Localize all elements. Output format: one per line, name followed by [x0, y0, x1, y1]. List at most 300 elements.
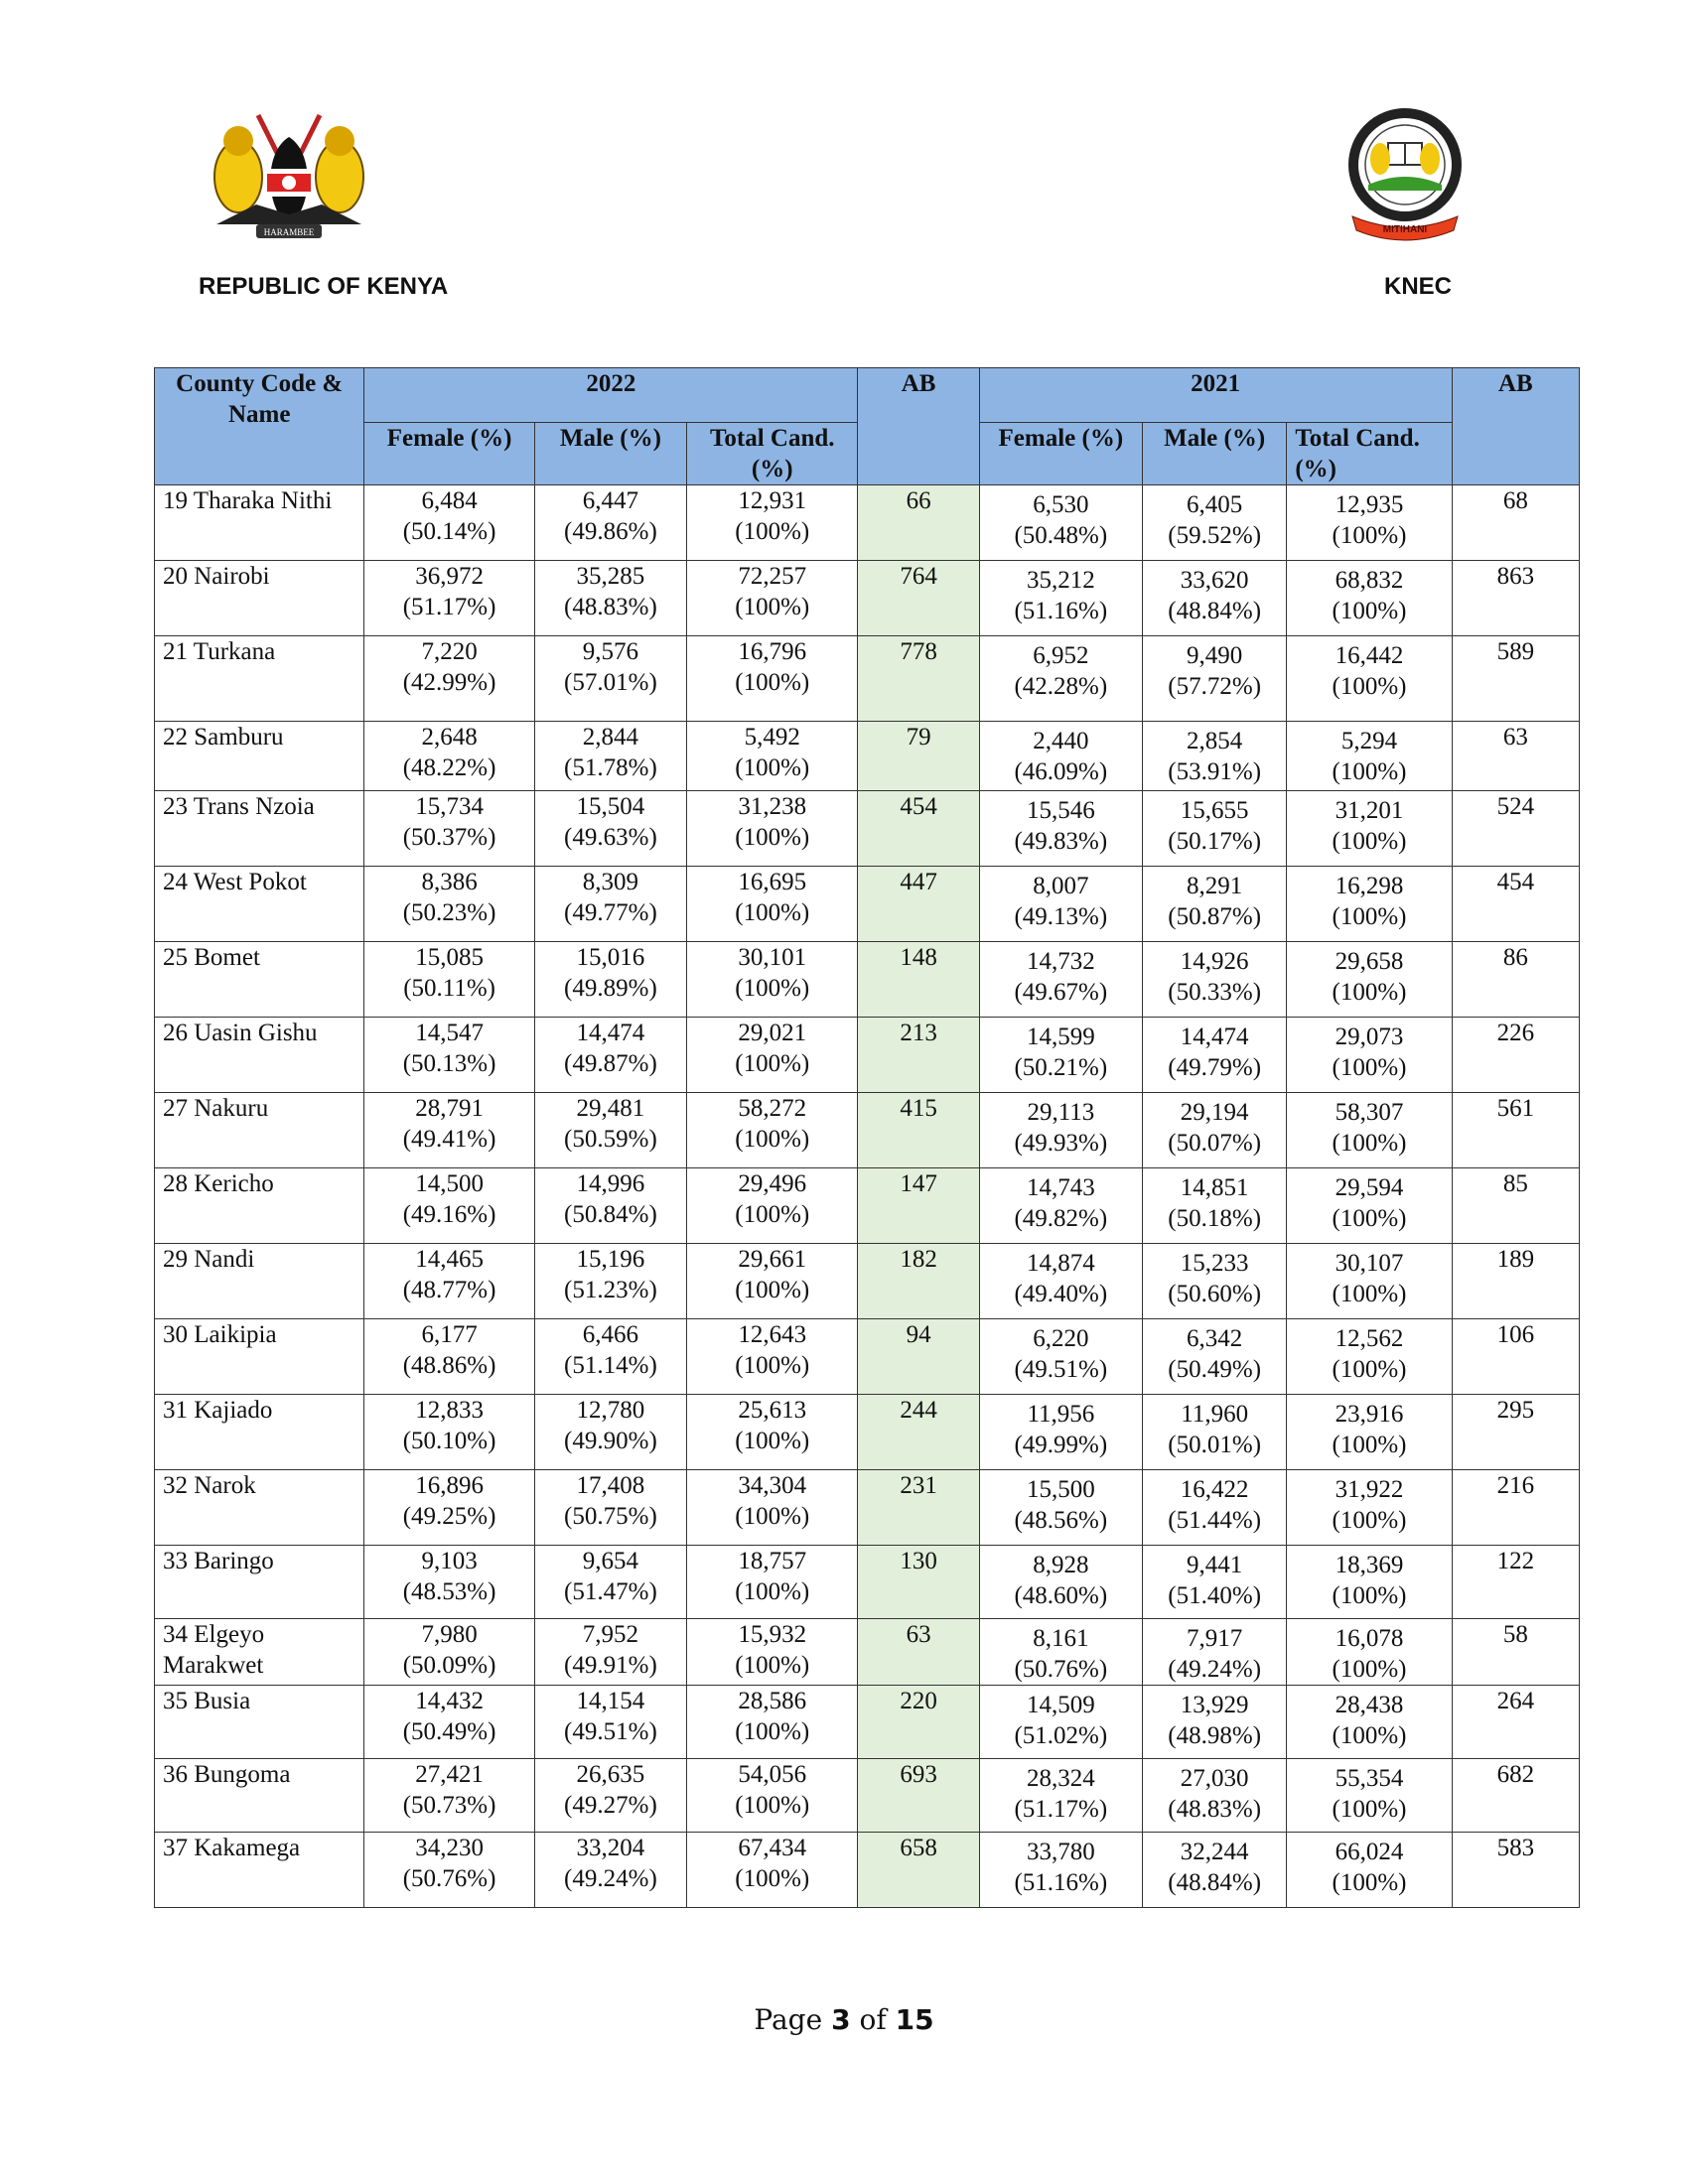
count-value: 17,408 [576, 1472, 645, 1499]
count-value: 7,220 [421, 638, 478, 665]
count-value: 28,324 [1026, 1765, 1095, 1792]
percent-value: (46.09%) [1014, 758, 1108, 785]
ab-2022-cell [858, 1395, 979, 1470]
count-value: 29,496 [738, 1170, 807, 1197]
count-value: 13,929 [1180, 1692, 1249, 1718]
ab-2022-cell [858, 561, 979, 636]
ab-2022-cell [858, 867, 979, 942]
ab-2022-cell [858, 791, 979, 867]
county-name-cell: 34 Elgeyo Marakwet [155, 1619, 364, 1686]
count-value: 6,952 [1033, 642, 1089, 669]
count-value: 33,204 [576, 1835, 645, 1861]
count-value: 5,294 [1340, 728, 1398, 754]
percent-value: (50.21%) [1014, 1054, 1108, 1081]
count-value: 29,113 [1027, 1099, 1095, 1126]
count-value: 29,194 [1180, 1099, 1249, 1126]
ab-2021-cell [1452, 1168, 1579, 1244]
count-value: 189 [1496, 1246, 1535, 1273]
percent-value: (48.77%) [402, 1277, 496, 1303]
ab-2022-cell [858, 722, 979, 791]
percent-value: (100%) [735, 1718, 810, 1745]
count-value: 182 [900, 1246, 937, 1273]
count-value: 589 [1496, 638, 1535, 665]
total-2022-cell [687, 1168, 858, 1244]
ab-2022-cell [858, 942, 979, 1018]
count-value: 244 [900, 1397, 937, 1424]
ab-2022-cell [858, 1546, 979, 1619]
kenya-coat-of-arms-logo [197, 107, 381, 246]
count-value: 16,078 [1335, 1625, 1404, 1652]
count-value: 58 [1502, 1621, 1528, 1648]
count-value: 295 [1496, 1397, 1535, 1424]
count-value: 31,201 [1335, 797, 1404, 824]
percent-value: (100%) [735, 1578, 810, 1605]
count-value: 26,635 [576, 1761, 645, 1788]
percent-value: (51.78%) [564, 754, 657, 781]
count-value: 68 [1502, 487, 1528, 514]
county-name-cell: 36 Bungoma [155, 1759, 364, 1833]
percent-value: (50.49%) [1168, 1356, 1262, 1383]
count-value: 16,695 [738, 869, 807, 895]
count-value: 29,073 [1335, 1024, 1404, 1050]
count-value: 16,896 [415, 1472, 484, 1499]
percent-value: (59.52%) [1168, 522, 1262, 549]
percent-value: (50.76%) [402, 1865, 496, 1892]
ab-2022-header: AB [858, 368, 979, 485]
male-2021-cell [1143, 636, 1287, 722]
count-value: 85 [1502, 1170, 1528, 1197]
county-name-cell: 27 Nakuru [155, 1093, 364, 1168]
county-name-cell: 19 Tharaka Nithi [155, 485, 364, 561]
count-value: 8,928 [1033, 1552, 1089, 1578]
count-value: 8,007 [1033, 873, 1089, 899]
county-name-cell: 33 Baringo [155, 1546, 364, 1619]
percent-value: (100%) [1332, 1869, 1407, 1896]
percent-value: (57.72%) [1168, 673, 1262, 700]
male-2021-cell [1143, 1686, 1287, 1759]
count-value: 86 [1502, 944, 1528, 971]
total-2021-cell [1287, 1018, 1452, 1093]
percent-value: (49.86%) [564, 518, 657, 545]
female-2021-header: Female (%) [979, 423, 1142, 485]
count-value: 6,484 [421, 487, 478, 514]
percent-value: (49.79%) [1168, 1054, 1262, 1081]
percent-value: (49.41%) [402, 1126, 496, 1153]
count-value: 5,492 [744, 724, 800, 751]
male-2021-cell [1143, 942, 1287, 1018]
percent-value: (51.16%) [1014, 1869, 1108, 1896]
ab-2021-header: AB [1452, 368, 1579, 485]
male-2021-cell [1143, 1093, 1287, 1168]
county-name-cell: 30 Laikipia [155, 1319, 364, 1395]
ab-2021-cell [1452, 1686, 1579, 1759]
count-value: 30,107 [1335, 1250, 1404, 1277]
count-value: 67,434 [738, 1835, 807, 1861]
percent-value: (100%) [1332, 1656, 1407, 1683]
female-2022-cell [364, 485, 534, 561]
count-value: 415 [900, 1095, 937, 1122]
male-2022-cell [534, 791, 686, 867]
percent-value: (100%) [735, 1503, 810, 1530]
count-value: 6,177 [421, 1321, 478, 1348]
female-2021-cell [979, 1093, 1142, 1168]
female-2022-cell [364, 1395, 534, 1470]
percent-value: (100%) [735, 518, 810, 545]
ab-2021-cell [1452, 1093, 1579, 1168]
count-value: 63 [1502, 724, 1528, 751]
count-value: 16,796 [738, 638, 807, 665]
total-2021-cell [1287, 1395, 1452, 1470]
county-name-cell: 22 Samburu [155, 722, 364, 791]
female-2021-cell [979, 1244, 1142, 1319]
total-2022-cell [687, 722, 858, 791]
percent-value: (49.24%) [564, 1865, 657, 1892]
female-2021-cell [979, 867, 1142, 942]
count-value: 94 [906, 1321, 931, 1348]
male-2022-cell [534, 1546, 686, 1619]
count-value: 15,196 [576, 1246, 645, 1273]
ab-2021-cell [1452, 867, 1579, 942]
percent-value: (49.93%) [1014, 1130, 1108, 1157]
percent-value: (49.89%) [564, 975, 657, 1002]
percent-value: (50.17%) [1168, 828, 1262, 855]
percent-value: (50.73%) [402, 1792, 496, 1819]
ab-2022-cell [858, 1759, 979, 1833]
count-value: 2,648 [421, 724, 478, 751]
male-2022-cell [534, 867, 686, 942]
count-value: 12,562 [1335, 1325, 1404, 1352]
percent-value: (50.49%) [402, 1718, 496, 1745]
count-value: 14,547 [415, 1020, 484, 1046]
count-value: 14,500 [415, 1170, 484, 1197]
ab-2021-cell [1452, 1244, 1579, 1319]
count-value: 63 [906, 1621, 931, 1648]
male-2021-cell [1143, 1619, 1287, 1686]
female-2022-cell [364, 1319, 534, 1395]
count-value: 2,844 [582, 724, 639, 751]
county-name-cell: 21 Turkana [155, 636, 364, 722]
ab-2022-cell [858, 1319, 979, 1395]
table-row [155, 1833, 1580, 1908]
count-value: 15,546 [1026, 797, 1095, 824]
female-2021-cell [979, 636, 1142, 722]
percent-value: (100%) [1332, 1796, 1407, 1823]
count-value: 6,466 [582, 1321, 639, 1348]
percent-value: (100%) [735, 975, 810, 1002]
count-value: 11,960 [1181, 1401, 1249, 1428]
percent-value: (51.02%) [1014, 1722, 1108, 1749]
total-2021-cell [1287, 636, 1452, 722]
count-value: 14,432 [415, 1688, 484, 1714]
count-value: 583 [1496, 1835, 1535, 1861]
table-row [155, 722, 1580, 791]
percent-value: (51.14%) [564, 1352, 657, 1379]
male-2022-cell [534, 1018, 686, 1093]
total-2021-cell [1287, 1319, 1452, 1395]
male-2021-cell [1143, 1470, 1287, 1546]
year-2021-header: 2021 [979, 368, 1452, 423]
count-value: 18,757 [738, 1548, 807, 1574]
female-2022-cell [364, 1546, 534, 1619]
percent-value: (100%) [1332, 1130, 1407, 1157]
female-2021-cell [979, 1686, 1142, 1759]
percent-value: (51.40%) [1168, 1582, 1262, 1609]
male-2022-cell [534, 1395, 686, 1470]
percent-value: (50.18%) [1168, 1205, 1262, 1232]
count-value: 23,916 [1335, 1401, 1404, 1428]
count-value: 6,530 [1033, 491, 1089, 518]
percent-value: (48.86%) [402, 1352, 496, 1379]
percent-value: (48.83%) [564, 594, 657, 620]
percent-value: (100%) [1332, 1054, 1407, 1081]
female-2021-cell [979, 722, 1142, 791]
female-2021-cell [979, 942, 1142, 1018]
total-pages: 15 [895, 2003, 934, 2036]
percent-value: (100%) [1332, 1281, 1407, 1307]
total-2022-cell [687, 1093, 858, 1168]
total-2021-header: Total Cand. (%) [1287, 423, 1452, 485]
count-value: 778 [900, 638, 937, 665]
percent-value: (42.28%) [1014, 673, 1108, 700]
table-row [155, 1546, 1580, 1619]
count-value: 28,586 [738, 1688, 807, 1714]
count-value: 213 [900, 1020, 937, 1046]
percent-value: (50.23%) [402, 899, 496, 926]
count-value: 693 [900, 1761, 937, 1788]
count-value: 2,440 [1033, 728, 1089, 754]
total-2021-cell [1287, 1168, 1452, 1244]
count-value: 14,465 [415, 1246, 484, 1273]
ab-2021-cell [1452, 1018, 1579, 1093]
count-value: 15,734 [415, 793, 484, 820]
count-value: 29,021 [738, 1020, 807, 1046]
count-value: 147 [900, 1170, 937, 1197]
ab-2022-cell [858, 1244, 979, 1319]
ab-2022-cell [858, 1018, 979, 1093]
total-2021-cell [1287, 1833, 1452, 1908]
ab-2021-cell [1452, 722, 1579, 791]
male-2021-cell [1143, 1833, 1287, 1908]
percent-value: (49.91%) [564, 1652, 657, 1679]
svg-text:MITIHANI: MITIHANI [1382, 224, 1428, 235]
male-2022-header: Male (%) [534, 423, 686, 485]
total-2021-cell [1287, 722, 1452, 791]
table-row [155, 1018, 1580, 1093]
table-row [155, 561, 1580, 636]
count-value: 55,354 [1335, 1765, 1404, 1792]
count-value: 36,972 [415, 563, 484, 590]
percent-value: (100%) [735, 1126, 810, 1153]
ab-2022-cell [858, 636, 979, 722]
percent-value: (53.91%) [1168, 758, 1262, 785]
count-value: 6,342 [1187, 1325, 1243, 1352]
percent-value: (48.56%) [1014, 1507, 1108, 1534]
count-value: 8,291 [1187, 873, 1243, 899]
male-2022-cell [534, 1619, 686, 1686]
female-2021-cell [979, 1619, 1142, 1686]
count-value: 34,304 [738, 1472, 807, 1499]
table-row [155, 1619, 1580, 1686]
count-value: 15,500 [1026, 1476, 1095, 1503]
count-value: 16,298 [1335, 873, 1404, 899]
female-2022-cell [364, 1168, 534, 1244]
knec-label: KNEC [1384, 273, 1453, 300]
count-value: 6,220 [1033, 1325, 1089, 1352]
percent-value: (49.27%) [564, 1792, 657, 1819]
page-word: Page [754, 2003, 823, 2036]
female-2022-cell [364, 942, 534, 1018]
count-value: 14,599 [1026, 1024, 1095, 1050]
female-2021-cell [979, 1470, 1142, 1546]
percent-value: (50.87%) [1168, 903, 1262, 930]
table-row [155, 1686, 1580, 1759]
female-2021-cell [979, 1018, 1142, 1093]
male-2021-cell [1143, 1244, 1287, 1319]
percent-value: (48.53%) [402, 1578, 496, 1605]
total-2022-cell [687, 1546, 858, 1619]
male-2022-cell [534, 1470, 686, 1546]
count-value: 9,490 [1187, 642, 1243, 669]
table-row [155, 791, 1580, 867]
count-value: 447 [900, 869, 937, 895]
count-value: 9,576 [582, 638, 639, 665]
county-name-cell: 29 Nandi [155, 1244, 364, 1319]
female-2022-cell [364, 1833, 534, 1908]
percent-value: (100%) [1332, 828, 1407, 855]
count-value: 561 [1496, 1095, 1535, 1122]
ab-2022-cell [858, 1470, 979, 1546]
count-value: 14,509 [1026, 1692, 1095, 1718]
percent-value: (100%) [735, 899, 810, 926]
percent-value: (100%) [1332, 1205, 1407, 1232]
percent-value: (50.01%) [1168, 1432, 1262, 1458]
female-2021-cell [979, 1833, 1142, 1908]
count-value: 16,422 [1180, 1476, 1249, 1503]
count-value: 30,101 [738, 944, 807, 971]
percent-value: (100%) [1332, 598, 1407, 624]
percent-value: (100%) [735, 1428, 810, 1454]
ab-2021-cell [1452, 1759, 1579, 1833]
count-value: 9,441 [1187, 1552, 1243, 1578]
percent-value: (49.99%) [1014, 1432, 1108, 1458]
total-2022-cell [687, 561, 858, 636]
percent-value: (100%) [1332, 758, 1407, 785]
count-value: 14,874 [1026, 1250, 1095, 1277]
percent-value: (42.99%) [402, 669, 496, 696]
percent-value: (49.82%) [1014, 1205, 1108, 1232]
count-value: 14,474 [1180, 1024, 1249, 1050]
county-name-cell: 28 Kericho [155, 1168, 364, 1244]
count-value: 32,244 [1180, 1839, 1249, 1865]
percent-value: (48.22%) [402, 754, 496, 781]
count-value: 14,732 [1026, 948, 1095, 975]
female-2022-cell [364, 867, 534, 942]
female-2021-cell [979, 1168, 1142, 1244]
count-value: 29,658 [1335, 948, 1404, 975]
count-value: 15,085 [415, 944, 484, 971]
male-2022-cell [534, 1319, 686, 1395]
count-value: 79 [906, 724, 931, 751]
count-value: 33,620 [1180, 567, 1249, 594]
count-value: 14,996 [576, 1170, 645, 1197]
percent-value: (50.37%) [402, 824, 496, 851]
percent-value: (100%) [735, 669, 810, 696]
percent-value: (100%) [735, 1277, 810, 1303]
percent-value: (100%) [735, 754, 810, 781]
total-2022-cell [687, 1759, 858, 1833]
count-value: 7,917 [1187, 1625, 1243, 1652]
count-value: 12,833 [415, 1397, 484, 1424]
percent-value: (50.09%) [402, 1652, 496, 1679]
percent-value: (51.23%) [564, 1277, 657, 1303]
total-2021-cell [1287, 1470, 1452, 1546]
count-value: 66,024 [1335, 1839, 1404, 1865]
count-value: 264 [1496, 1688, 1535, 1714]
male-2021-cell [1143, 1546, 1287, 1619]
total-2021-cell [1287, 867, 1452, 942]
page-number [0, 2003, 1688, 2036]
male-2022-cell [534, 1168, 686, 1244]
percent-value: (49.25%) [402, 1503, 496, 1530]
percent-value: (49.51%) [564, 1718, 657, 1745]
ab-2021-cell [1452, 561, 1579, 636]
female-2021-cell [979, 485, 1142, 561]
count-value: 8,309 [582, 869, 639, 895]
male-2022-cell [534, 722, 686, 791]
count-value: 8,386 [421, 869, 478, 895]
ab-2021-cell [1452, 1395, 1579, 1470]
male-2021-cell [1143, 791, 1287, 867]
count-value: 28,791 [415, 1095, 484, 1122]
of-word: of [859, 2003, 887, 2036]
count-value: 11,956 [1027, 1401, 1095, 1428]
percent-value: (50.60%) [1168, 1281, 1262, 1307]
percent-value: (50.13%) [402, 1050, 496, 1077]
count-value: 16,442 [1335, 642, 1404, 669]
county-name-cell: 26 Uasin Gishu [155, 1018, 364, 1093]
total-2021-cell [1287, 791, 1452, 867]
male-2021-cell [1143, 1395, 1287, 1470]
table-row [155, 1470, 1580, 1546]
percent-value: (100%) [735, 594, 810, 620]
count-value: 28,438 [1335, 1692, 1404, 1718]
female-2022-cell [364, 722, 534, 791]
count-value: 6,447 [582, 487, 639, 514]
percent-value: (51.17%) [1014, 1796, 1108, 1823]
county-name-cell: 32 Narok [155, 1470, 364, 1546]
percent-value: (50.07%) [1168, 1130, 1262, 1157]
female-2022-cell [364, 1470, 534, 1546]
total-2021-cell [1287, 1686, 1452, 1759]
percent-value: (50.33%) [1168, 979, 1262, 1006]
percent-value: (100%) [1332, 1356, 1407, 1383]
female-2022-cell [364, 1244, 534, 1319]
male-2022-cell [534, 561, 686, 636]
female-2022-cell [364, 1619, 534, 1686]
table-row [155, 1319, 1580, 1395]
count-value: 31,922 [1335, 1476, 1404, 1503]
table-row [155, 867, 1580, 942]
female-2022-cell [364, 561, 534, 636]
count-value: 130 [900, 1548, 937, 1574]
percent-value: (100%) [735, 824, 810, 851]
count-value: 658 [900, 1835, 937, 1861]
percent-value: (49.24%) [1168, 1656, 1262, 1683]
count-value: 216 [1496, 1472, 1535, 1499]
count-value: 31,238 [738, 793, 807, 820]
male-2022-cell [534, 636, 686, 722]
percent-value: (50.84%) [564, 1201, 657, 1228]
